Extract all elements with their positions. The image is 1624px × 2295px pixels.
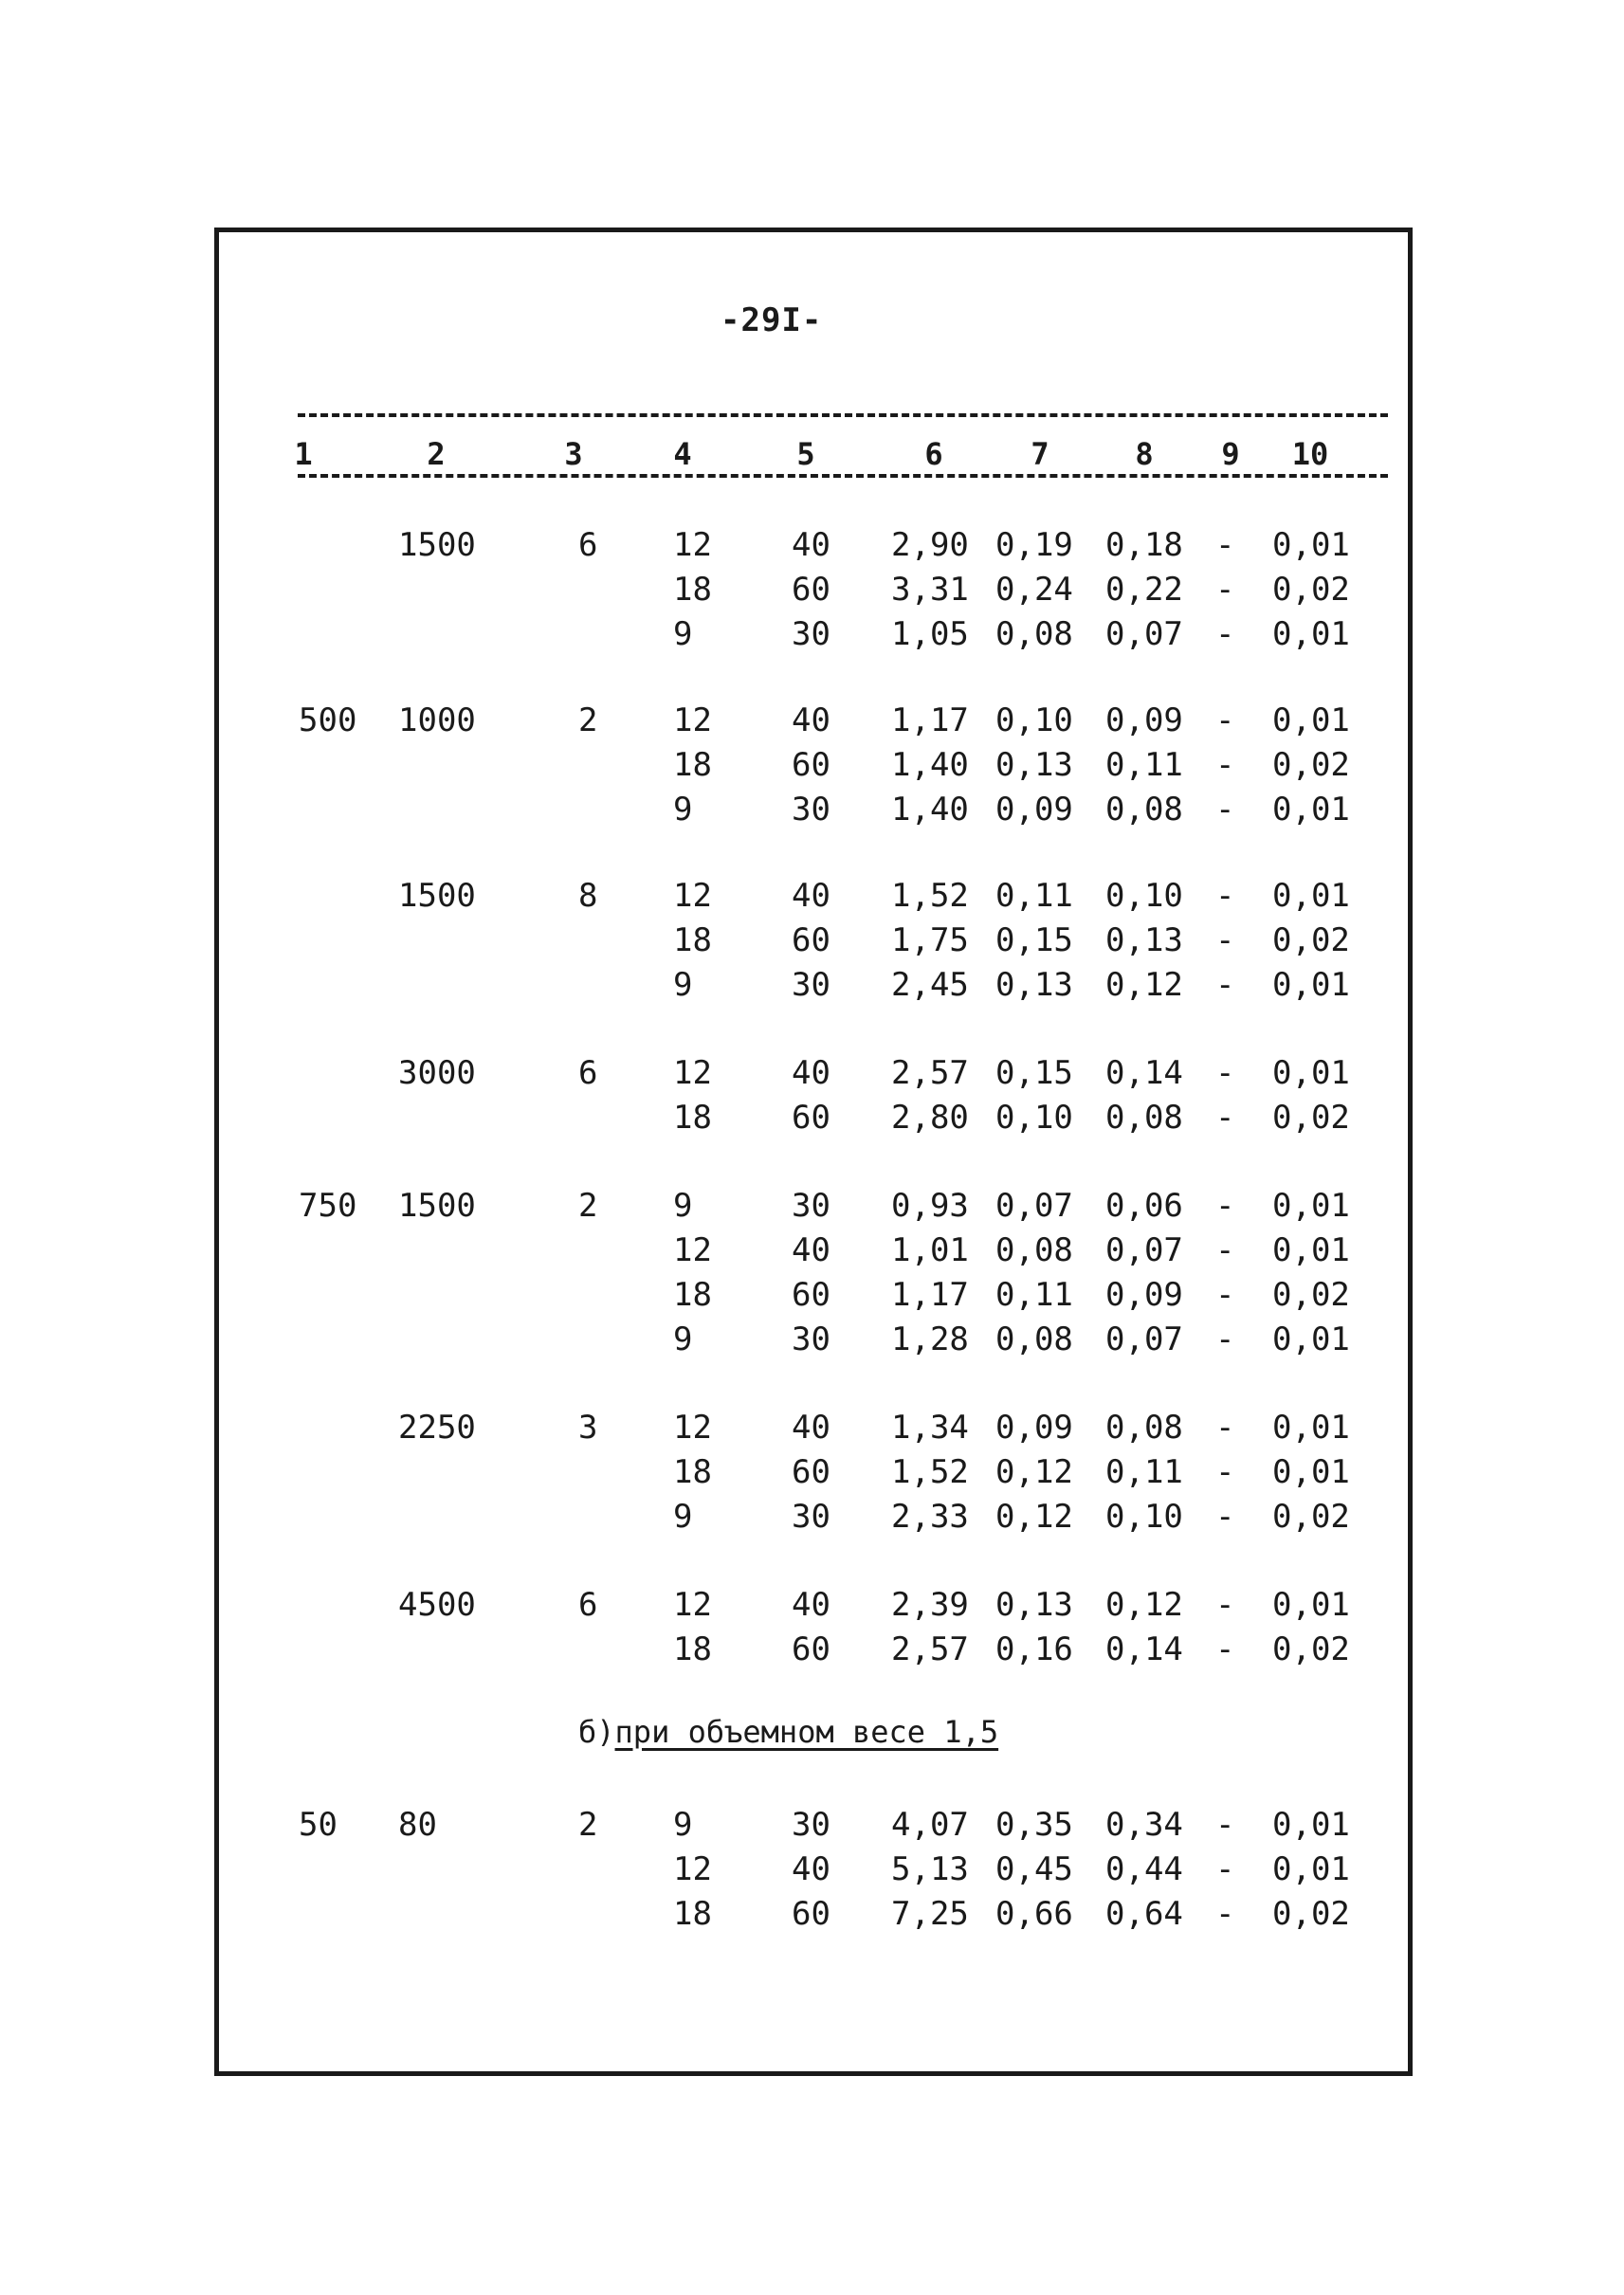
table-cell-c10: 0,01 [1272,526,1350,564]
table-cell-c9: - [1215,701,1235,739]
table-cell-c9: - [1215,746,1235,784]
table-cell-c8: 0,07 [1105,1321,1183,1358]
table-cell-c2: 1500 [398,526,476,564]
table-cell-c8: 0,14 [1105,1630,1183,1668]
table-cell-c9: - [1215,877,1235,915]
table-cell-c6: 2,39 [891,1586,969,1624]
table-cell-c7: 0,15 [995,921,1073,959]
table-cell-c3: 2 [578,1187,598,1225]
table-cell-c7: 0,66 [995,1895,1073,1933]
table-cell-c4: 9 [673,615,693,653]
table-cell-c5: 40 [792,526,830,564]
table-cell-c4: 12 [673,1231,712,1269]
table-cell-c8: 0,07 [1105,615,1183,653]
table-cell-c8: 0,11 [1105,1453,1183,1491]
table-cell-c4: 12 [673,877,712,915]
table-cell-c4: 12 [673,1586,712,1624]
table-cell-c10: 0,01 [1272,1586,1350,1624]
table-cell-c1: 750 [299,1187,357,1225]
table-cell-c10: 0,01 [1272,791,1350,829]
table-cell-c5: 40 [792,1054,830,1092]
section-note-prefix: б) [578,1714,615,1750]
table-cell-c9: - [1215,1187,1235,1225]
column-header-5: 5 [796,436,815,472]
table-cell-c10: 0,01 [1272,1850,1350,1888]
table-cell-c8: 0,10 [1105,1498,1183,1536]
table-cell-c5: 30 [792,791,830,829]
table-cell-c5: 60 [792,1630,830,1668]
table-cell-c4: 9 [673,966,693,1004]
table-cell-c6: 5,13 [891,1850,969,1888]
table-cell-c3: 2 [578,701,598,739]
table-cell-c9: - [1215,1586,1235,1624]
table-cell-c4: 18 [673,1895,712,1933]
table-cell-c8: 0,64 [1105,1895,1183,1933]
table-cell-c9: - [1215,1630,1235,1668]
table-cell-c10: 0,01 [1272,966,1350,1004]
table-cell-c5: 40 [792,877,830,915]
table-cell-c2: 4500 [398,1586,476,1624]
table-cell-c6: 1,40 [891,791,969,829]
table-cell-c3: 6 [578,1586,598,1624]
table-cell-c7: 0,11 [995,877,1073,915]
table-cell-c5: 60 [792,571,830,609]
table-cell-c8: 0,12 [1105,966,1183,1004]
column-header-9: 9 [1221,436,1240,472]
table-cell-c8: 0,18 [1105,526,1183,564]
column-header-2: 2 [427,436,446,472]
table-cell-c4: 18 [673,746,712,784]
table-cell-c6: 1,34 [891,1409,969,1447]
table-cell-c6: 1,01 [891,1231,969,1269]
table-cell-c8: 0,44 [1105,1850,1183,1888]
table-cell-c8: 0,08 [1105,1409,1183,1447]
header-top-rule [298,413,1388,417]
table-cell-c9: - [1215,1099,1235,1137]
table-cell-c3: 8 [578,877,598,915]
table-cell-c6: 1,05 [891,615,969,653]
table-cell-c5: 30 [792,966,830,1004]
table-cell-c10: 0,01 [1272,1453,1350,1491]
table-cell-c8: 0,10 [1105,877,1183,915]
table-cell-c5: 60 [792,746,830,784]
table-cell-c3: 3 [578,1409,598,1447]
table-cell-c4: 12 [673,526,712,564]
table-cell-c1: 500 [299,701,357,739]
table-cell-c10: 0,01 [1272,1054,1350,1092]
table-cell-c10: 0,01 [1272,1806,1350,1844]
table-cell-c8: 0,06 [1105,1187,1183,1225]
table-cell-c6: 2,45 [891,966,969,1004]
table-cell-c4: 9 [673,1806,693,1844]
table-cell-c7: 0,45 [995,1850,1073,1888]
table-cell-c3: 2 [578,1806,598,1844]
table-cell-c3: 6 [578,526,598,564]
table-cell-c7: 0,15 [995,1054,1073,1092]
table-cell-c7: 0,16 [995,1630,1073,1668]
table-cell-c5: 30 [792,1498,830,1536]
table-cell-c2: 1000 [398,701,476,739]
table-cell-c10: 0,01 [1272,615,1350,653]
table-cell-c7: 0,08 [995,1231,1073,1269]
table-cell-c9: - [1215,1895,1235,1933]
table-cell-c7: 0,10 [995,1099,1073,1137]
table-cell-c3: 6 [578,1054,598,1092]
table-cell-c7: 0,13 [995,1586,1073,1624]
table-cell-c9: - [1215,1054,1235,1092]
table-cell-c7: 0,12 [995,1498,1073,1536]
table-cell-c6: 2,90 [891,526,969,564]
table-cell-c2: 1500 [398,877,476,915]
section-note [578,1714,998,1750]
table-cell-c4: 18 [673,571,712,609]
table-cell-c2: 3000 [398,1054,476,1092]
table-cell-c7: 0,09 [995,791,1073,829]
table-cell-c10: 0,02 [1272,1276,1350,1314]
table-cell-c4: 9 [673,1187,693,1225]
table-cell-c5: 40 [792,1586,830,1624]
table-cell-c8: 0,12 [1105,1586,1183,1624]
table-cell-c9: - [1215,1453,1235,1491]
table-cell-c6: 2,80 [891,1099,969,1137]
table-cell-c7: 0,11 [995,1276,1073,1314]
column-header-10: 10 [1291,436,1329,472]
table-cell-c5: 60 [792,921,830,959]
table-cell-c9: - [1215,1409,1235,1447]
table-cell-c9: - [1215,921,1235,959]
table-cell-c9: - [1215,1276,1235,1314]
table-cell-c8: 0,14 [1105,1054,1183,1092]
table-cell-c7: 0,08 [995,615,1073,653]
table-cell-c10: 0,02 [1272,1630,1350,1668]
table-cell-c9: - [1215,966,1235,1004]
table-cell-c7: 0,35 [995,1806,1073,1844]
table-cell-c10: 0,01 [1272,1231,1350,1269]
table-cell-c6: 2,57 [891,1630,969,1668]
table-cell-c4: 12 [673,701,712,739]
table-cell-c6: 7,25 [891,1895,969,1933]
table-cell-c8: 0,34 [1105,1806,1183,1844]
table-cell-c2: 80 [398,1806,437,1844]
table-cell-c6: 1,40 [891,746,969,784]
table-cell-c4: 9 [673,791,693,829]
table-cell-c6: 2,57 [891,1054,969,1092]
table-cell-c8: 0,11 [1105,746,1183,784]
table-cell-c6: 3,31 [891,571,969,609]
table-cell-c4: 18 [673,1099,712,1137]
table-cell-c9: - [1215,1806,1235,1844]
column-header-8: 8 [1135,436,1154,472]
table-cell-c10: 0,02 [1272,1895,1350,1933]
table-cell-c10: 0,02 [1272,921,1350,959]
table-cell-c8: 0,09 [1105,1276,1183,1314]
table-cell-c5: 60 [792,1453,830,1491]
table-cell-c10: 0,01 [1272,1187,1350,1225]
table-cell-c9: - [1215,1321,1235,1358]
table-cell-c10: 0,01 [1272,1321,1350,1358]
section-note-text: при объемном весе 1,5 [614,1714,999,1750]
table-cell-c4: 18 [673,1276,712,1314]
table-cell-c6: 1,17 [891,1276,969,1314]
table-cell-c5: 60 [792,1895,830,1933]
column-header-1: 1 [294,436,313,472]
table-cell-c5: 30 [792,1187,830,1225]
table-cell-c4: 9 [673,1498,693,1536]
table-cell-c7: 0,13 [995,966,1073,1004]
table-cell-c5: 40 [792,701,830,739]
table-cell-c7: 0,07 [995,1187,1073,1225]
table-cell-c4: 12 [673,1850,712,1888]
table-cell-c5: 60 [792,1276,830,1314]
table-cell-c10: 0,02 [1272,571,1350,609]
column-header-7: 7 [1031,436,1049,472]
table-cell-c8: 0,22 [1105,571,1183,609]
table-cell-c8: 0,08 [1105,1099,1183,1137]
table-cell-c6: 1,52 [891,877,969,915]
table-cell-c10: 0,01 [1272,877,1350,915]
table-cell-c6: 1,52 [891,1453,969,1491]
table-cell-c5: 40 [792,1231,830,1269]
table-cell-c4: 18 [673,921,712,959]
table-cell-c1: 50 [299,1806,338,1844]
header-bottom-rule [298,474,1388,478]
table-cell-c9: - [1215,1850,1235,1888]
table-cell-c7: 0,24 [995,571,1073,609]
table-cell-c10: 0,02 [1272,1099,1350,1137]
table-cell-c8: 0,13 [1105,921,1183,959]
table-cell-c2: 2250 [398,1409,476,1447]
table-cell-c8: 0,07 [1105,1231,1183,1269]
column-header-3: 3 [564,436,583,472]
table-cell-c6: 4,07 [891,1806,969,1844]
table-cell-c5: 30 [792,1321,830,1358]
table-cell-c7: 0,08 [995,1321,1073,1358]
table-cell-c9: - [1215,791,1235,829]
table-cell-c4: 9 [673,1321,693,1358]
table-cell-c6: 1,17 [891,701,969,739]
column-header-4: 4 [673,436,692,472]
table-cell-c6: 1,28 [891,1321,969,1358]
table-cell-c10: 0,02 [1272,1498,1350,1536]
table-cell-c9: - [1215,615,1235,653]
table-cell-c5: 40 [792,1409,830,1447]
page-number: -29I- [721,301,823,339]
table-cell-c4: 18 [673,1630,712,1668]
table-cell-c9: - [1215,1231,1235,1269]
table-cell-c4: 12 [673,1054,712,1092]
table-cell-c9: - [1215,526,1235,564]
table-cell-c6: 0,93 [891,1187,969,1225]
table-cell-c10: 0,02 [1272,746,1350,784]
table-cell-c5: 30 [792,1806,830,1844]
table-cell-c7: 0,12 [995,1453,1073,1491]
table-cell-c4: 18 [673,1453,712,1491]
column-header-6: 6 [924,436,943,472]
table-cell-c5: 30 [792,615,830,653]
table-cell-c10: 0,01 [1272,1409,1350,1447]
table-cell-c5: 60 [792,1099,830,1137]
table-cell-c6: 1,75 [891,921,969,959]
table-cell-c9: - [1215,1498,1235,1536]
table-cell-c2: 1500 [398,1187,476,1225]
table-cell-c7: 0,09 [995,1409,1073,1447]
table-cell-c7: 0,13 [995,746,1073,784]
table-cell-c7: 0,19 [995,526,1073,564]
table-cell-c8: 0,08 [1105,791,1183,829]
table-cell-c4: 12 [673,1409,712,1447]
page-frame [214,228,1413,2076]
table-cell-c6: 2,33 [891,1498,969,1536]
table-cell-c10: 0,01 [1272,701,1350,739]
table-cell-c9: - [1215,571,1235,609]
table-cell-c7: 0,10 [995,701,1073,739]
table-cell-c8: 0,09 [1105,701,1183,739]
table-cell-c5: 40 [792,1850,830,1888]
